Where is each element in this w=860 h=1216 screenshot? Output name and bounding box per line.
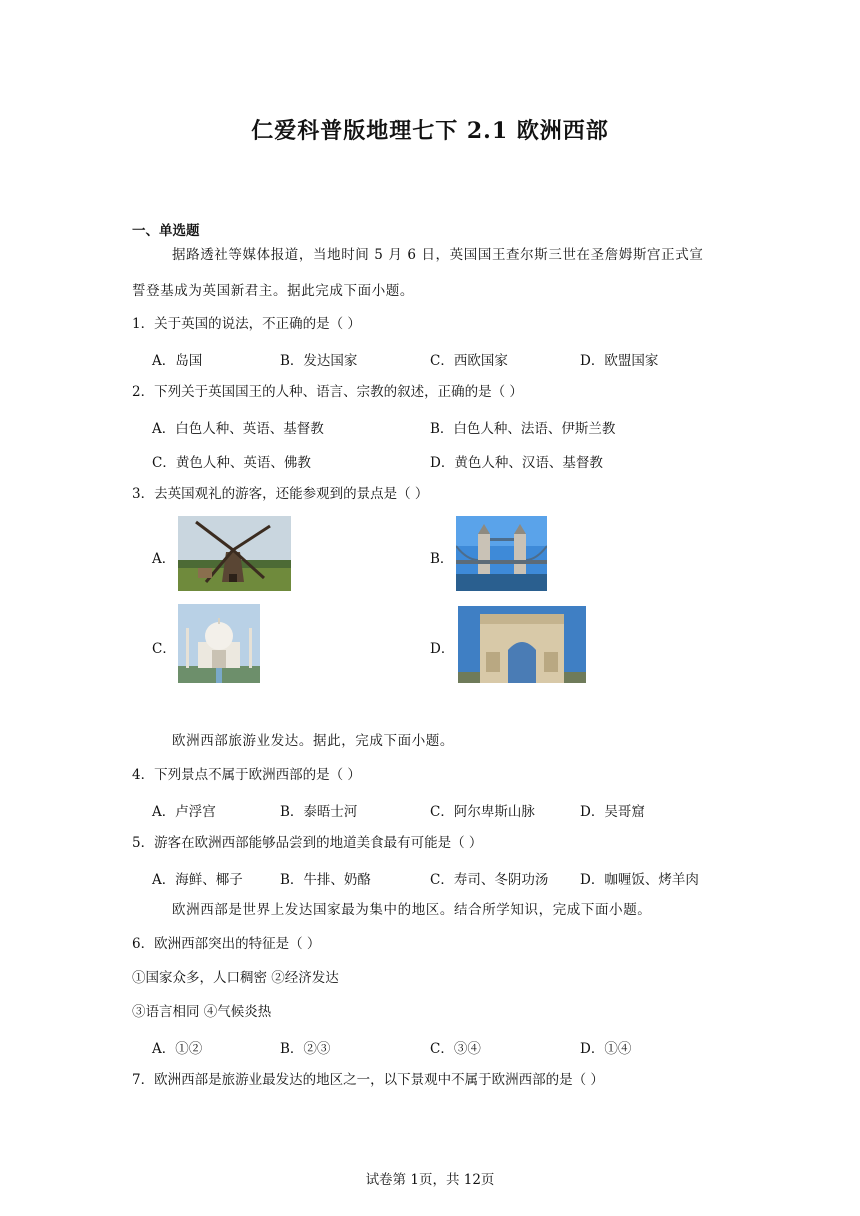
q1-option-a[interactable]: A．岛国 [152, 353, 203, 369]
q3-option-a-label[interactable]: A． [152, 551, 176, 567]
intro-paragraph-2: 欧洲西部旅游业发达。据此，完成下面小题。 [172, 733, 454, 749]
q6-option-b[interactable]: B．②③ [280, 1041, 331, 1057]
question-4: 4．下列景点不属于欧洲西部的是（ ） [132, 767, 361, 783]
question-7: 7．欧洲西部是旅游业最发达的地区之一，以下景观中不属于欧洲西部的是（ ） [132, 1072, 604, 1088]
q6-statements-line-1: ①国家众多，人口稠密 ②经济发达 [132, 970, 339, 986]
q2-option-c[interactable]: C．黄色人种、英语、佛教 [152, 455, 311, 471]
question-2: 2．下列关于英国国王的人种、语言、宗教的叙述，正确的是（ ） [132, 384, 523, 400]
intro-paragraph-3: 欧洲西部是世界上发达国家最为集中的地区。结合所学知识，完成下面小题。 [172, 902, 652, 918]
tower-bridge-image[interactable] [456, 516, 547, 591]
q2-option-d[interactable]: D．黄色人种、汉语、基督教 [430, 455, 603, 471]
q6-statements-line-2: ③语言相同 ④气候炎热 [132, 1004, 272, 1020]
q1-option-b[interactable]: B．发达国家 [280, 353, 358, 369]
q5-option-d[interactable]: D．咖喱饭、烤羊肉 [580, 872, 699, 888]
page-footer: 试卷第 1页，共 12页 [365, 1172, 495, 1188]
q6-option-d[interactable]: D．①④ [580, 1041, 632, 1057]
question-6: 6．欧洲西部突出的特征是（ ） [132, 936, 321, 952]
q3-option-d-label[interactable]: D． [430, 641, 455, 657]
q1-option-c[interactable]: C．西欧国家 [430, 353, 508, 369]
question-3: 3．去英国观礼的游客，还能参观到的景点是（ ） [132, 486, 429, 502]
section-heading: 一、单选题 [132, 223, 200, 239]
intro-paragraph-1-line-2: 誓登基成为英国新君主。据此完成下面小题。 [132, 283, 414, 299]
q4-option-d[interactable]: D．吴哥窟 [580, 804, 645, 820]
intro-paragraph-1-line-1: 据路透社等媒体报道，当地时间 5 月 6 日，英国国王查尔斯三世在圣詹姆斯宫正式宣 [172, 247, 704, 263]
q5-option-b[interactable]: B．牛排、奶酪 [280, 872, 371, 888]
q6-option-a[interactable]: A．①② [152, 1041, 203, 1057]
question-5: 5．游客在欧洲西部能够品尝到的地道美食最有可能是（ ） [132, 835, 483, 851]
page-title: 仁爱科普版地理七下 2.1 欧洲西部 [251, 118, 609, 144]
q4-option-c[interactable]: C．阿尔卑斯山脉 [430, 804, 535, 820]
arc-de-triomphe-image[interactable] [458, 606, 586, 683]
taj-mahal-image[interactable] [178, 604, 260, 683]
q1-option-d[interactable]: D．欧盟国家 [580, 353, 659, 369]
q2-option-a[interactable]: A．白色人种、英语、基督教 [152, 421, 324, 437]
question-1: 1．关于英国的说法，不正确的是（ ） [132, 316, 361, 332]
q4-option-a[interactable]: A．卢浮宫 [152, 804, 216, 820]
q5-option-c[interactable]: C．寿司、冬阴功汤 [430, 872, 549, 888]
q3-option-b-label[interactable]: B． [430, 551, 454, 567]
windmill-image[interactable] [178, 516, 291, 591]
q6-option-c[interactable]: C．③④ [430, 1041, 481, 1057]
q2-option-b[interactable]: B．白色人种、法语、伊斯兰教 [430, 421, 616, 437]
q4-option-b[interactable]: B．泰晤士河 [280, 804, 358, 820]
q5-option-a[interactable]: A．海鲜、椰子 [152, 872, 243, 888]
q3-option-c-label[interactable]: C． [152, 641, 176, 657]
